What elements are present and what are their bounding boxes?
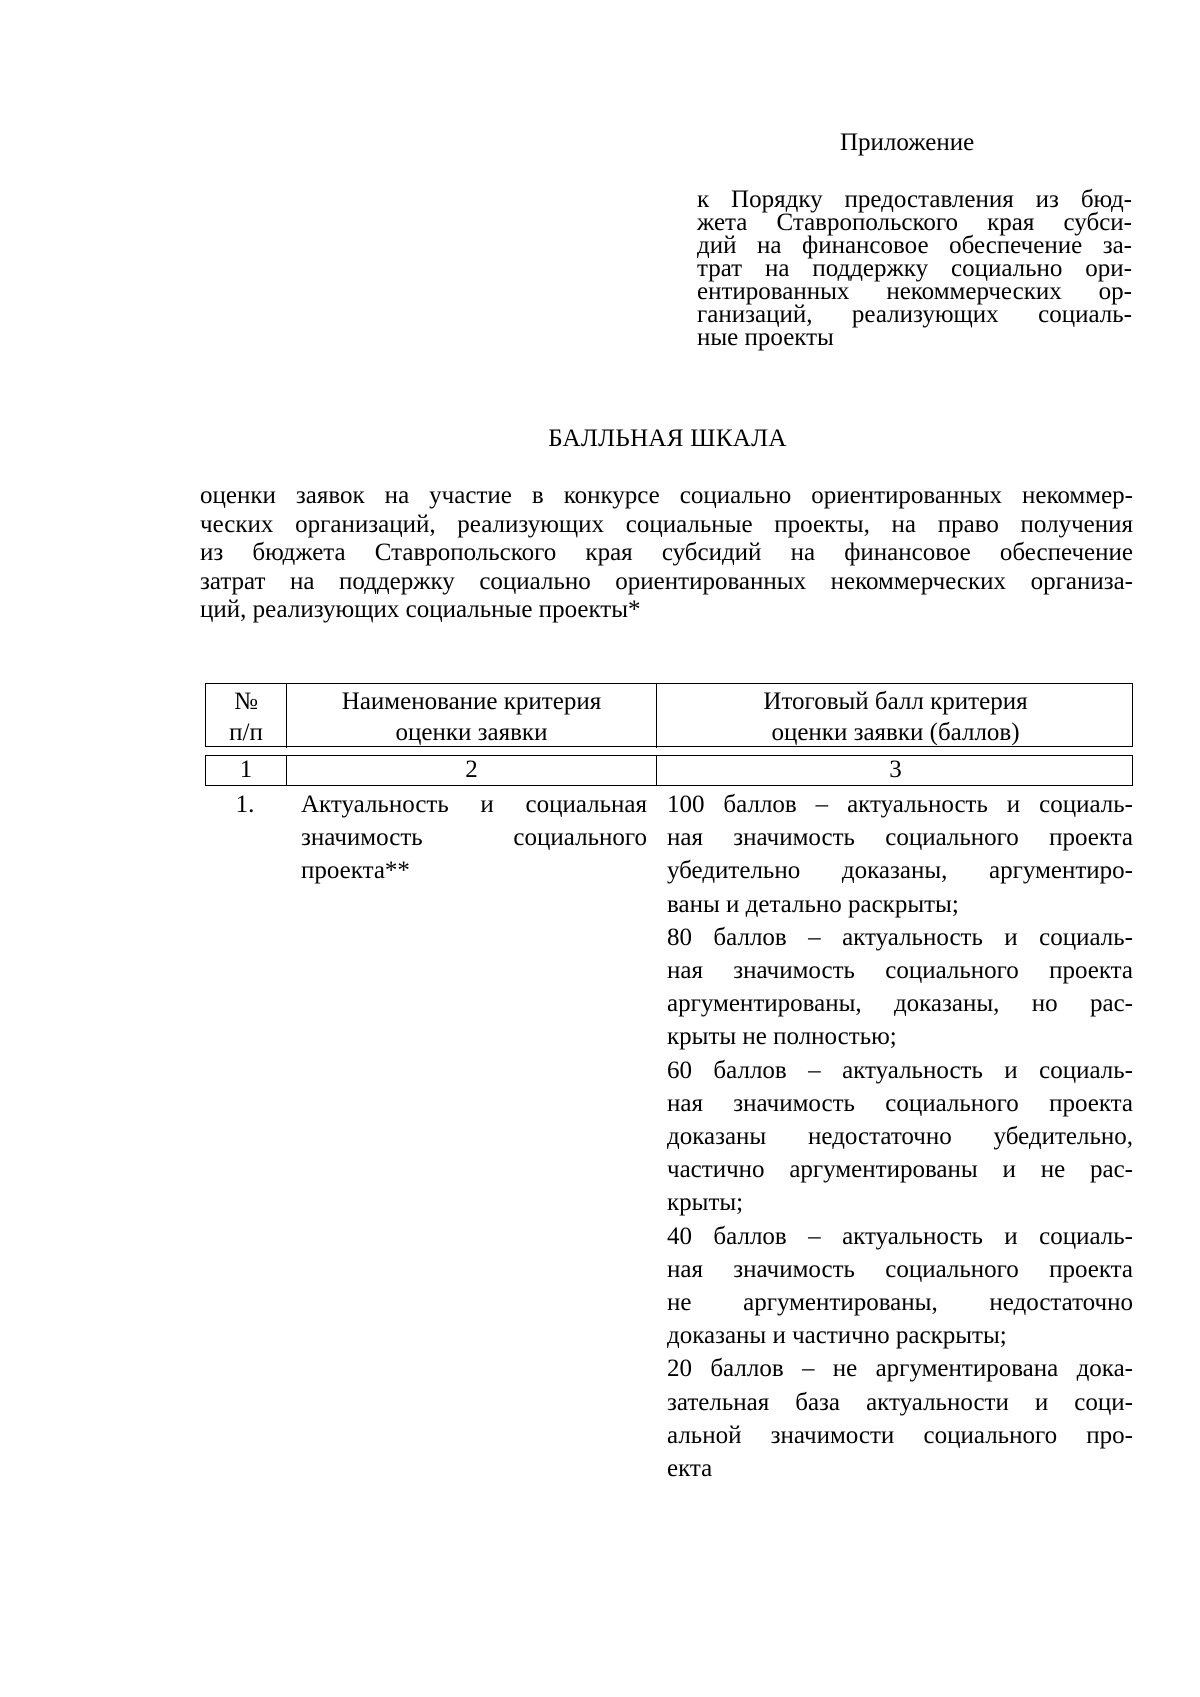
header-text: Наименование критерия: [341, 688, 602, 715]
score-line: 60 баллов – актуальность и социаль-: [667, 1056, 1133, 1084]
score-line: ваны и детально раскрыты;: [667, 890, 959, 918]
column-number: 3: [656, 756, 1134, 785]
table-row: [205, 788, 1133, 1485]
subtitle-line: ческих организаций, реализующих социальные проекты, на право получения: [200, 510, 1133, 538]
header-text: Итоговый балл критерия: [763, 688, 1028, 715]
header-text: №: [234, 688, 258, 715]
score-cell: [655, 788, 1133, 1485]
score-line: частично аргументированы и не рас-: [667, 1156, 1133, 1184]
criterion-cell: [285, 788, 655, 1485]
score-line: убедительно доказаны, аргументиро-: [667, 857, 1133, 885]
appendix-line: к Порядку предоставления из бюд-: [697, 186, 1132, 213]
score-line: 40 баллов – актуальность и социаль-: [667, 1222, 1133, 1250]
score-line: не аргументированы, недостаточно: [667, 1289, 1133, 1317]
score-line: екта: [667, 1455, 713, 1483]
row-number: 1.: [235, 791, 255, 818]
score-line: доказаны недостаточно убедительно,: [667, 1123, 1133, 1151]
document-subtitle: [200, 482, 1133, 625]
appendix-line: дий на финансовое обеспечение за-: [697, 232, 1132, 259]
header-text: п/п: [229, 719, 263, 746]
score-line: 80 баллов – актуальность и социаль-: [667, 923, 1133, 951]
appendix-line: ганизаций, реализующих социаль-: [697, 301, 1132, 328]
appendix-title: Приложение: [840, 129, 975, 156]
score-line: альной значимости социального про-: [667, 1421, 1133, 1449]
score-line: ная значимость социального проекта: [667, 1255, 1133, 1283]
appendix-line: трат на поддержку социально ори-: [697, 255, 1132, 282]
appendix-line: ентированных некоммерческих ор-: [697, 278, 1132, 305]
score-line: аргументированы, доказаны, но рас-: [667, 990, 1133, 1018]
subtitle-line: из бюджета Ставропольского края субсидий на финансовое обеспечение: [200, 539, 1133, 566]
score-line: ная значимость социального проекта: [667, 1089, 1133, 1117]
header-cell-criterion: [286, 684, 656, 748]
score-line: крыты не полностью;: [667, 1023, 897, 1051]
criterion-line: значимость социального: [301, 824, 647, 851]
header-cell-score: [656, 684, 1134, 748]
table-header-row: [205, 683, 1133, 747]
subtitle-line: затрат на поддержку социально ориентированных некоммерческих организа-: [200, 567, 1133, 595]
header-text: оценки заявки: [395, 719, 548, 746]
subtitle-line: оценки заявок на участие в конкурсе социально ориентированных некоммер-: [200, 482, 1133, 509]
appendix-line: ные проекты: [697, 324, 834, 351]
appendix-reference: [697, 188, 1132, 349]
subtitle-line: ций, реализующих социальные проекты*: [200, 596, 641, 623]
column-number: 1: [239, 756, 253, 783]
score-line: крыты;: [667, 1189, 744, 1217]
criterion-line: Актуальность и социальная: [301, 791, 647, 818]
header-text: оценки заявки (баллов): [771, 719, 1020, 746]
document-title: БАЛЛЬНАЯ ШКАЛА: [548, 425, 787, 452]
criterion-line: проекта**: [301, 857, 410, 884]
score-line: ная значимость социального проекта: [667, 824, 1133, 852]
header-cell-number: [206, 684, 286, 748]
appendix-line: жета Ставропольского края субси-: [697, 209, 1132, 236]
score-line: ная значимость социального проекта: [667, 957, 1133, 985]
scoring-table: [205, 683, 1133, 1485]
score-line: доказаны и частично раскрыты;: [667, 1322, 1007, 1350]
score-line: 20 баллов – не аргументирована дока-: [667, 1355, 1133, 1383]
score-line: зательная база актуальности и соци-: [667, 1388, 1133, 1416]
score-line: 100 баллов – актуальность и социаль-: [667, 791, 1133, 818]
column-number: 2: [286, 756, 656, 785]
column-number-row: [205, 755, 1133, 786]
